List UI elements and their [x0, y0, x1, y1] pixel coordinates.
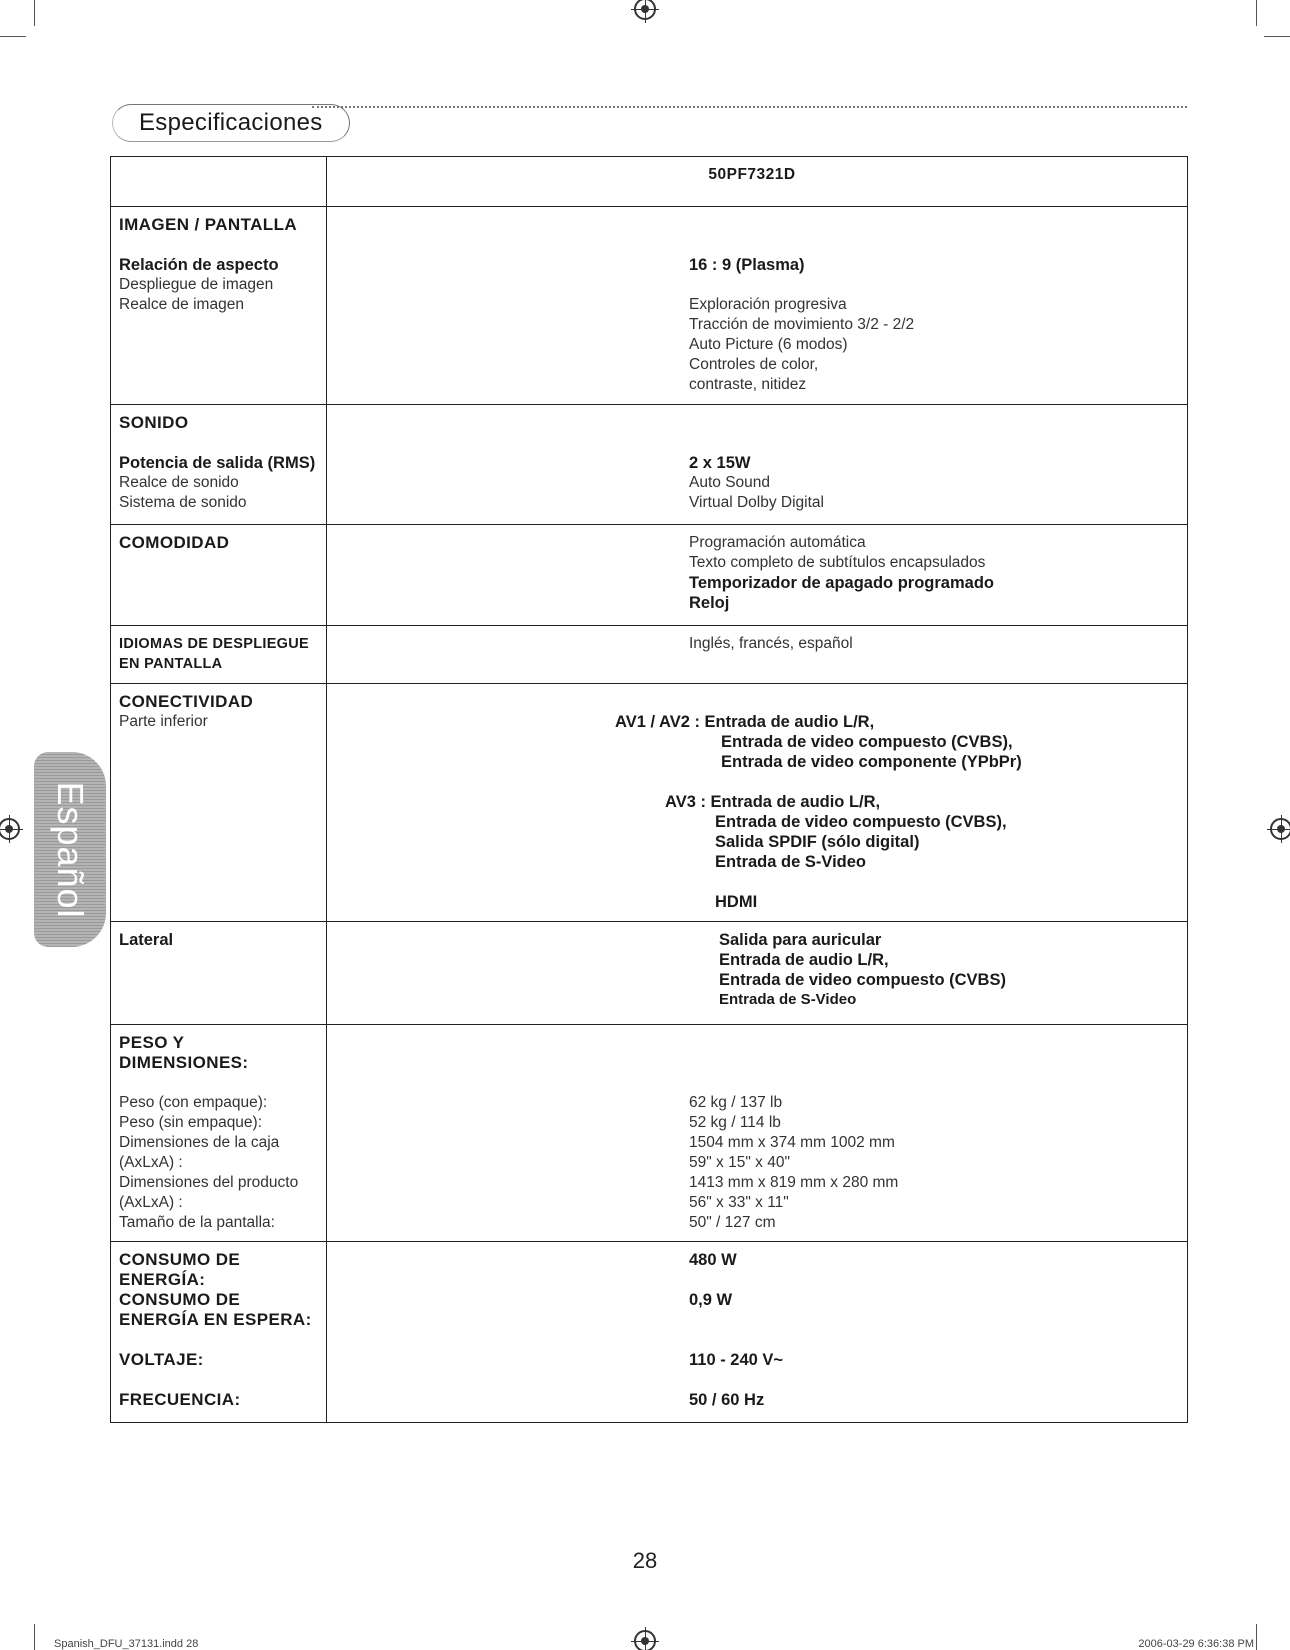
spec-label: CONSUMO DE	[119, 1290, 241, 1309]
crop-mark	[0, 36, 26, 37]
spec-value: 0,9 W	[689, 1291, 733, 1309]
spec-value: Auto Picture (6 modos)	[689, 336, 848, 353]
peso-header: DIMENSIONES:	[119, 1053, 249, 1072]
spec-value: 56" x 33" x 11"	[689, 1194, 789, 1211]
title-rule	[312, 106, 1187, 108]
spec-value: Entrada de S-Video	[719, 991, 857, 1008]
table-row	[111, 525, 1188, 626]
table-row	[111, 157, 1188, 207]
spec-value: 1504 mm x 374 mm 1002 mm	[689, 1134, 895, 1151]
spec-value: HDMI	[715, 893, 758, 911]
spec-value: Virtual Dolby Digital	[689, 494, 824, 511]
spec-label: Relación de aspecto	[119, 256, 279, 274]
page-title: Especificaciones	[112, 104, 350, 142]
spec-label: (AxLxA) :	[119, 1154, 183, 1171]
spec-label: Realce de sonido	[119, 474, 239, 491]
idiomas-label-cell	[111, 626, 327, 684]
registration-mark-icon	[634, 1630, 656, 1650]
sonido-header: SONIDO	[119, 413, 189, 432]
spec-label: Dimensiones del producto	[119, 1174, 299, 1191]
spec-value: Entrada de video compuesto (CVBS),	[721, 733, 1013, 751]
spec-label: VOLTAJE:	[119, 1350, 204, 1369]
table-row	[111, 207, 1188, 405]
energia-label-cell	[111, 1242, 327, 1423]
sonido-value-cell	[327, 405, 1188, 525]
spec-value: 59" x 15" x 40"	[689, 1154, 790, 1171]
spec-value: Controles de color,	[689, 356, 819, 373]
idiomas-header: EN PANTALLA	[119, 656, 223, 672]
table-row	[111, 1242, 1188, 1423]
footer-file-name: Spanish_DFU_37131.indd 28	[54, 1638, 199, 1650]
spec-value: Salida para auricular	[719, 931, 882, 949]
conectividad-value-cell	[327, 684, 1188, 922]
spec-value: Inglés, francés, español	[689, 635, 853, 652]
spec-value: 1413 mm x 819 mm x 280 mm	[689, 1174, 899, 1191]
spec-value: 480 W	[689, 1251, 737, 1269]
spec-value: Entrada de audio L/R,	[719, 951, 889, 969]
spec-label: ENERGÍA EN ESPERA:	[119, 1310, 312, 1329]
language-side-tab	[34, 752, 106, 947]
registration-mark-icon	[0, 818, 20, 840]
footer-timestamp: 2006-03-29 6:36:38 PM	[1138, 1638, 1254, 1650]
spec-label: Peso (con empaque):	[119, 1094, 268, 1111]
table-row	[111, 1025, 1188, 1242]
spec-label: Despliegue de imagen	[119, 276, 274, 293]
spec-value: Entrada de video componente (YPbPr)	[721, 753, 1022, 771]
spec-value: AV3 : Entrada de audio L/R,	[665, 793, 881, 811]
imagen-value-cell	[327, 207, 1188, 405]
crop-mark	[1256, 1624, 1257, 1650]
registration-mark-icon	[1270, 818, 1290, 840]
comodidad-header: COMODIDAD	[119, 533, 230, 552]
spec-label: Dimensiones de la caja	[119, 1134, 280, 1151]
spec-label: (AxLxA) :	[119, 1194, 183, 1211]
spec-value: 110 - 240 V~	[689, 1351, 784, 1369]
spec-value: 16 : 9 (Plasma)	[689, 256, 805, 274]
spec-label: CONSUMO DE	[119, 1250, 241, 1269]
spec-value: 50" / 127 cm	[689, 1214, 776, 1231]
model-number: 50PF7321D	[327, 157, 1188, 207]
comodidad-value-cell	[327, 525, 1188, 626]
spec-value: Exploración progresiva	[689, 296, 847, 313]
spec-label: Potencia de salida (RMS)	[119, 454, 316, 472]
spec-value: Tracción de movimiento 3/2 - 2/2	[689, 316, 915, 333]
spec-value: Temporizador de apagado programado	[689, 574, 994, 592]
section-title	[112, 104, 1187, 144]
language-side-tab-label: Español	[50, 780, 91, 919]
lateral-label-cell	[111, 922, 327, 1025]
spec-value: 52 kg / 114 lb	[689, 1114, 781, 1131]
spec-value: Programación automática	[689, 534, 866, 551]
specifications-table	[110, 156, 1188, 1423]
peso-label-cell	[111, 1025, 327, 1242]
spec-value: Auto Sound	[689, 474, 771, 491]
spec-value: Entrada de video compuesto (CVBS),	[715, 813, 1007, 831]
spec-label: Parte inferior	[119, 713, 208, 730]
header-empty-cell	[111, 157, 327, 207]
table-row	[111, 405, 1188, 525]
spec-value: contraste, nitidez	[689, 376, 807, 393]
idiomas-value-cell	[327, 626, 1188, 684]
spec-value: Texto completo de subtítulos encapsulados	[689, 554, 986, 571]
sonido-label-cell	[111, 405, 327, 525]
crop-mark	[1256, 0, 1257, 26]
crop-mark	[34, 1624, 35, 1650]
spec-value: AV1 / AV2 : Entrada de audio L/R,	[615, 713, 875, 731]
lateral-value-cell	[327, 922, 1188, 1025]
spec-label: Sistema de sonido	[119, 494, 247, 511]
table-row	[111, 922, 1188, 1025]
registration-mark-icon	[634, 0, 656, 20]
spec-value: Entrada de S-Video	[715, 853, 866, 871]
imagen-header: IMAGEN / PANTALLA	[119, 215, 298, 234]
spec-label: Peso (sin empaque):	[119, 1114, 263, 1131]
spec-label: Tamaño de la pantalla:	[119, 1214, 275, 1231]
spec-value: 62 kg / 137 lb	[689, 1094, 783, 1111]
spec-value: 50 / 60 Hz	[689, 1391, 765, 1409]
spec-value: Entrada de video compuesto (CVBS)	[719, 971, 1006, 989]
spec-label: Realce de imagen	[119, 296, 244, 313]
page-number: 28	[632, 1548, 658, 1573]
energia-value-cell	[327, 1242, 1188, 1423]
idiomas-header: IDIOMAS DE DESPLIEGUE	[119, 636, 309, 652]
spec-label: FRECUENCIA:	[119, 1390, 241, 1409]
conectividad-header: CONECTIVIDAD	[119, 692, 254, 711]
table-row	[111, 626, 1188, 684]
spec-value: Reloj	[689, 594, 730, 612]
lateral-header: Lateral	[119, 931, 174, 949]
crop-mark	[34, 0, 35, 26]
imagen-label-cell	[111, 207, 327, 405]
peso-value-cell	[327, 1025, 1188, 1242]
spec-value: 2 x 15W	[689, 454, 751, 472]
crop-mark	[1264, 36, 1290, 37]
spec-value: Salida SPDIF (sólo digital)	[715, 833, 920, 851]
table-row	[111, 684, 1188, 922]
spec-label: ENERGÍA:	[119, 1270, 206, 1289]
comodidad-label-cell	[111, 525, 327, 626]
conectividad-label-cell	[111, 684, 327, 922]
peso-header: PESO Y	[119, 1033, 185, 1052]
